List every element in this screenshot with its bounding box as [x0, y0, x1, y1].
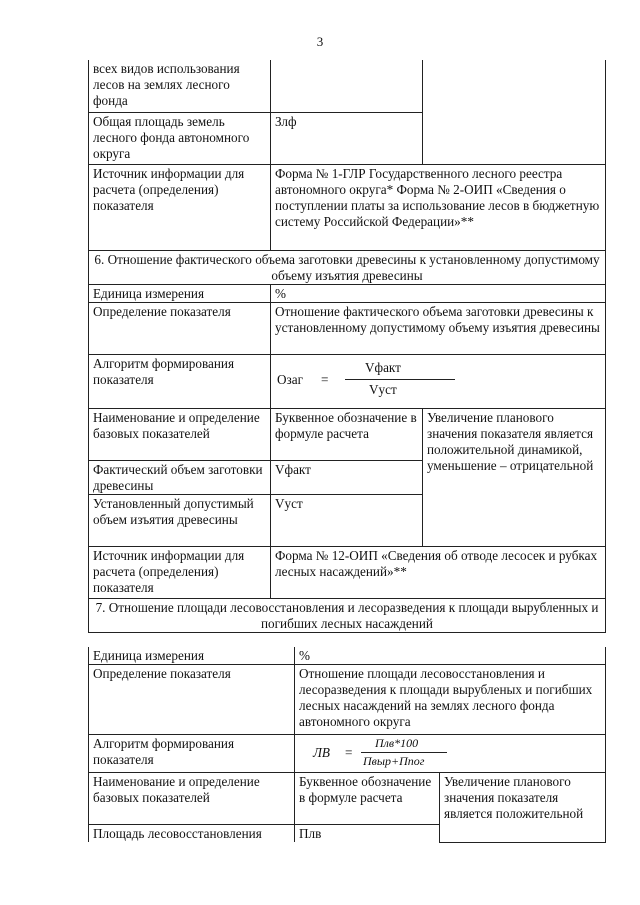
s7-formula — [299, 736, 601, 770]
indicators-table-bottom — [88, 647, 606, 843]
s7-row-reforestation-label: Площадь лесовосстановления — [89, 825, 295, 843]
s7-formula-eq: = — [345, 745, 353, 760]
s7-trend: Увеличение планового значения показателя является положительной — [440, 773, 606, 843]
s7-definition-value: Отношение площади лесовосстановления и лесоразведения к площади вырубленых и погибших лесных насаждений на землях лесного фонда автономного округа — [295, 665, 606, 735]
s6-row-actual-label: Фактический объем заготовки древесины — [89, 460, 271, 494]
s7-formula-lhs: ЛВ — [313, 745, 330, 760]
indicators-table-top — [88, 60, 606, 633]
cell-source-value: Форма № 1-ГЛР Государственного лесного реестра автономного округа* Форма № 2-ОИП «Сведения о поступлении платы за использование лесов в бюджетную систему Российской Федерации»** — [271, 164, 606, 250]
s6-source-label: Источник информации для расчета (определения) показателя — [89, 546, 271, 598]
s7-row-reforestation-symbol: Плв — [295, 825, 440, 843]
cell-forest-area-label: Общая площадь земель лесного фонда автономного округа — [89, 112, 271, 164]
s7-formula-numerator: Плв*100 — [375, 736, 419, 750]
s7-base-col: Буквенное обозначение в формуле расчета — [295, 773, 440, 825]
s6-formula-numerator: Vфакт — [365, 359, 401, 375]
section-7-header: 7. Отношение площади лесовосстановления и лесоразведения к площади вырубленных и погибших лесных насаждений — [89, 598, 606, 632]
s6-row-allowed-symbol: Vуст — [271, 494, 423, 546]
s7-unit-label: Единица измерения — [89, 647, 295, 665]
s6-source-value: Форма № 12-ОИП «Сведения об отводе лесосек и рубках лесных насаждений»** — [271, 546, 606, 598]
cell-land-usage-value — [271, 60, 423, 112]
s6-definition-label: Определение показателя — [89, 302, 271, 354]
s6-formula-eq: = — [321, 371, 329, 387]
s7-definition-label: Определение показателя — [89, 665, 295, 735]
s6-trend: Увеличение планового значения показателя является положительной динамикой, уменьшение – отрицательной — [423, 408, 606, 546]
s6-row-allowed-label: Установленный допустимый объем изъятия древесины — [89, 494, 271, 546]
s6-formula-denominator: Vуст — [369, 381, 397, 397]
s6-formula-lhs: Озаг — [277, 371, 303, 387]
s6-unit-label: Единица измерения — [89, 284, 271, 302]
section-6-header: 6. Отношение фактического объема заготовки древесины к установленному допустимому объему изъятия древесины — [89, 250, 606, 284]
cell-empty-right — [423, 60, 606, 164]
s6-base-col: Буквенное обозначение в формуле расчета — [271, 408, 423, 460]
s6-row-actual-symbol: Vфакт — [271, 460, 423, 494]
s6-definition-value: Отношение фактического объема заготовки древесины к установленному допустимому объему изъятия древесины — [271, 302, 606, 354]
s6-fraction-line — [345, 379, 455, 380]
s7-formula-denominator: Пвыр+Ппог — [363, 754, 425, 768]
s6-algorithm-label: Алгоритм формирования показателя — [89, 354, 271, 408]
s7-base-label: Наименование и определение базовых показателей — [89, 773, 295, 825]
s6-base-label: Наименование и определение базовых показателей — [89, 408, 271, 460]
s7-algorithm-label: Алгоритм формирования показателя — [89, 735, 295, 773]
s7-formula-cell — [295, 735, 606, 773]
s6-formula-cell — [271, 354, 606, 408]
cell-forest-area-symbol: Злф — [271, 112, 423, 164]
cell-land-usage-label: всех видов использования лесов на землях лесного фонда — [89, 60, 271, 112]
s6-unit-value: % — [271, 284, 606, 302]
cell-source-label: Источник информации для расчета (определения) показателя — [89, 164, 271, 250]
page-number: 3 — [316, 34, 324, 49]
s7-unit-value: % — [295, 647, 606, 665]
s6-formula — [275, 356, 601, 400]
